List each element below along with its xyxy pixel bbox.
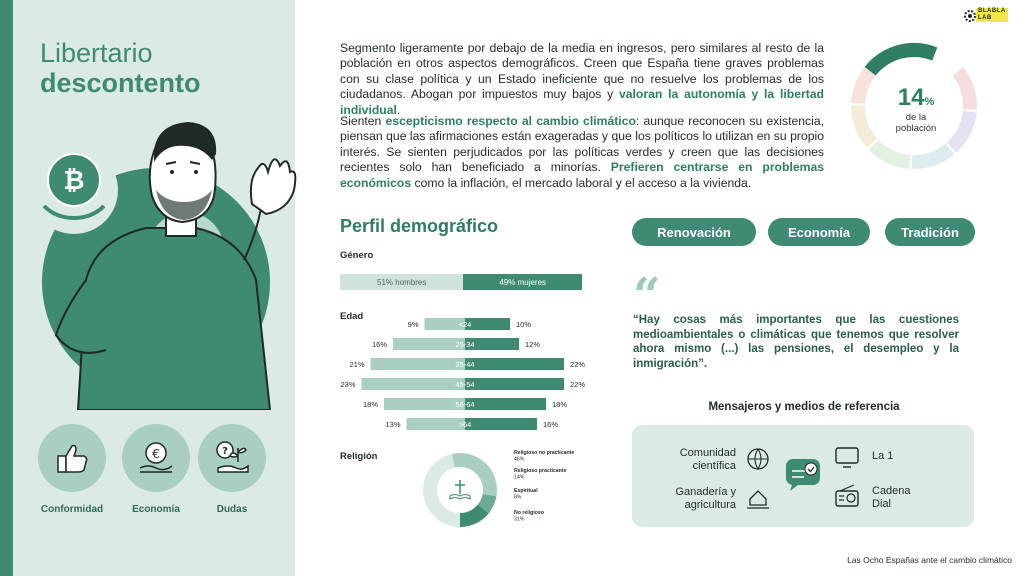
religion-slice	[430, 461, 460, 520]
religion-slice	[453, 460, 490, 495]
person-illustration	[26, 110, 306, 410]
shirt	[78, 228, 270, 410]
age-bar-average	[465, 358, 564, 370]
age-value-left: 18%	[362, 400, 378, 409]
left-accent-strip	[0, 0, 13, 576]
svg-text:€: €	[152, 447, 160, 461]
age-bar-average	[465, 318, 510, 330]
gender-label: Género	[340, 250, 374, 261]
population-rest-segment	[858, 106, 872, 144]
icon-economia	[122, 424, 190, 515]
age-bar-average	[465, 398, 546, 410]
age-bar-average	[465, 378, 564, 390]
age-value-left: 9%	[407, 320, 419, 329]
age-chart	[340, 312, 590, 436]
icon-label: Economía	[132, 504, 180, 515]
tag-tradicion: Tradición	[885, 218, 975, 246]
icon-conformidad	[38, 424, 106, 515]
gender-bar	[340, 274, 582, 290]
religion-chart	[420, 450, 590, 530]
age-label: Edad	[340, 311, 364, 322]
age-value-left: 23%	[340, 380, 356, 389]
question-plant-icon	[212, 438, 252, 478]
segment-title-line2: descontento	[40, 68, 201, 98]
icon-label: Conformidad	[40, 504, 104, 515]
religion-legend-value: 46%	[514, 456, 525, 463]
icon-label: Dudas	[216, 504, 248, 515]
age-value-right: 18%	[552, 400, 568, 409]
globe-microscope-icon	[744, 445, 772, 473]
population-share-arc	[870, 50, 935, 71]
chat-check-icon	[784, 457, 824, 493]
description-paragraph-1: Segmento ligeramente por debajo de la media en ingresos, pero similares al resto de la población en otros aspectos demográficos. Creen que España tiene graves problemas con su clase política y un Estado ineficiente que no resuelve los problemas de los ciudadanos. Abogan por impuestos muy bajos y valoran la autonomía y la libertad individual.	[340, 41, 824, 117]
population-rest-segment	[952, 112, 970, 148]
age-bar-segment	[407, 418, 466, 430]
tag-renovacion: Renovación	[632, 218, 756, 246]
religion-legend-label: Religioso practicante	[514, 468, 567, 474]
religion-legend-value: 31%	[514, 516, 525, 523]
age-category-label: 25-34	[455, 340, 475, 349]
quote-text: “Hay cosas más importantes que las cuestiones medioambientales o climáticas que tenemos que resolver ahora mismo (...) las pensiones, el desempleo y la inmigración”.	[633, 314, 959, 370]
age-value-left: 21%	[349, 360, 365, 369]
religion-legend-value: 14%	[514, 474, 525, 481]
age-value-right: 16%	[543, 420, 559, 429]
euro-coin-icon	[136, 438, 176, 478]
footer-caption: Las Ocho Españas ante el cambio climático	[847, 555, 1012, 565]
age-bar-segment	[371, 358, 466, 370]
tag-economia: Economía	[768, 218, 870, 246]
gender-men-segment: 51% hombres	[340, 274, 463, 290]
media-item-cadena-dial: Cadena Dial	[872, 485, 911, 510]
demographic-profile-title: Perfil demográfico	[340, 216, 499, 236]
media-title: Mensajeros y medios de referencia	[708, 401, 900, 413]
media-item-la1: La 1	[872, 450, 894, 462]
media-box	[632, 425, 974, 527]
religion-slice	[483, 495, 489, 509]
population-share	[878, 84, 954, 134]
segment-title-line1: Libertario	[40, 38, 153, 68]
age-value-right: 10%	[516, 320, 532, 329]
population-value: 14%	[897, 84, 935, 111]
age-category-label: 56-64	[455, 400, 475, 409]
farm-icon	[744, 483, 772, 511]
age-value-right: 22%	[570, 360, 586, 369]
attitude-icons	[38, 424, 278, 524]
population-rest-segment	[958, 71, 970, 109]
cross-book-icon	[450, 480, 470, 499]
media-item-ganaderia: Ganadería y agricultura	[675, 486, 736, 511]
description-paragraph-2: Sienten escepticismo respecto al cambio climático: aunque reconocen su existencia, piensan que las afirmaciones están exageradas y que los políticos lo utilizan en su propio interés. Se sienten perjudicados por las políticas verdes y creen que las decisiones recientes solo han beneficiado a minorías. Prefieren centrarse en problemas económicos como la inflación, el mercado laboral y el acceso a la vivienda.	[340, 114, 825, 190]
religion-label: Religión	[340, 451, 378, 462]
age-category-label: 35-44	[455, 360, 475, 369]
age-bar-segment	[384, 398, 465, 410]
religion-legend-label: Religioso no practicante	[514, 450, 575, 456]
media-item-comunidad: Comunidad científica	[679, 447, 736, 472]
age-value-right: 22%	[570, 380, 586, 389]
age-category-label: 45-54	[455, 380, 475, 389]
age-category-label: <24	[458, 320, 472, 329]
population-rest-segment	[912, 149, 950, 162]
icon-dudas	[198, 424, 266, 515]
tv-icon	[834, 445, 860, 469]
population-rest-segment	[874, 145, 910, 162]
religion-slice	[460, 509, 483, 520]
age-value-left: 13%	[385, 420, 401, 429]
quote-mark-icon: “	[633, 268, 661, 324]
svg-text:?: ?	[222, 446, 228, 457]
population-label: de la población	[895, 112, 937, 134]
age-value-right: 12%	[525, 340, 541, 349]
religion-legend-label: Espiritual	[514, 488, 538, 494]
religion-legend-label: No religioso	[514, 510, 544, 516]
religion-legend-value: 8%	[514, 494, 522, 501]
age-bar-segment	[362, 378, 466, 390]
age-bar-segment	[393, 338, 465, 350]
age-category-label: >64	[458, 420, 472, 429]
gender-women-segment: 49% mujeres	[463, 274, 582, 290]
svg-text:₿: ₿	[63, 166, 85, 196]
waving-hand	[251, 159, 295, 214]
logo-text: BLABLA LAB	[978, 8, 1006, 21]
age-value-left: 16%	[371, 340, 387, 349]
thumbs-up-icon	[52, 438, 92, 478]
radio-icon	[834, 483, 860, 509]
age-bar-average	[465, 418, 537, 430]
